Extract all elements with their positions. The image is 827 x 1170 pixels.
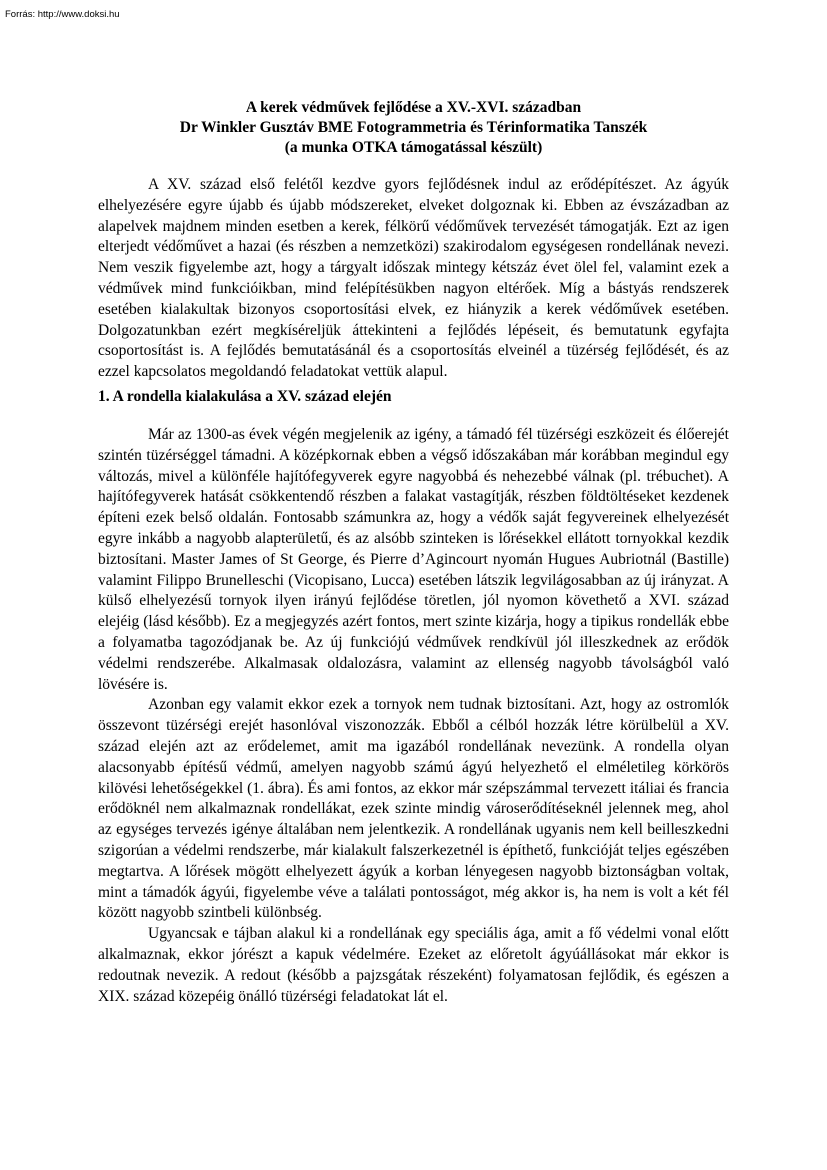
section-body [98,425,729,1007]
intro-paragraph: A XV. század első felétől kezdve gyors fejlődésnek indul az erődépítészet. Az ágyúk elhelyezésére egyre újabb és újabb módszereket, elveket dolgoznak ki. Ebben az évszázadban az alapelvek majdnem minden esetben a kerek, félkörű védőművek tervezését támogatják. Ezt az igen elterjedt védőművet a hazai (és részben a nemzetközi) szakirodalom egységesen rondellának nevezi. Nem veszik figyelembe azt, hogy a tárgyalt időszak mintegy kétszáz évet ölel fel, valamint ezek a védművek mind funkcióikban, mind felépítésükben nagyon eltérőek. Míg a bástyás rendszerek esetében kialakultak bizonyos csoportosítási elvek, ez hiányzik a kerek védőművek esetében. Dolgozatunkban ezért megkíséreljük áttekinteni a fejlődés lépéseit, és bemutatunk egyfajta csoportosítást is. A fejlődés bemutatásánál és a csoportosítás elveinél a tüzérség fejlődését, és az ezzel kapcsolatos megoldandó feladatokat vettük alapul. [98,176,729,381]
title-block [98,98,729,158]
document-title: A kerek védművek fejlődése a XV.-XVI. században [245,99,582,116]
document-funding-note: (a munka OTKA támogatással készült) [284,139,543,156]
section-paragraph-2: Azonban egy valamit ekkor ezek a tornyok nem tudnak biztosítani. Azt, hogy az ostromlók összevont tüzérségi erejét hasonlóval viszonozzák. Ebből a célból hozzák létre körülbelül a XV. század elején azt az erődelemet, amit ma igazából rondellának nevezünk. A rondella olyan alacsonyabb építésű védmű, amelyen nagyobb számú ágyú helyezhető el elméletileg körkörös kilövési lehetőségekkel (1. ábra). És ami fontos, az ekkor már szépszámmal tervezett itáliai és francia erődöknél nem alkalmaznak rondellákat, ezek szinte mindig városerődítéseknél jelennek meg, ahol az egységes tervezés igénye általában nem jelentkezik. A rondellának ugyanis nem kell beilleszkedni szigorúan a védelmi rendszerbe, már kialakult falszerkezetnél is építhető, funkcióját teljes egészében megtartva. A lőrések mögött elhelyezett ágyúk a korban lényegesen nagyobb biztonságban voltak, mint a támadók ágyúi, figyelembe véve a találati pontosságot, még akkor is, ha nem is volt a két fél között nagyobb szintbeli különbség. [98,696,729,922]
section-heading: 1. A rondella kialakulása a XV. század elején [98,388,392,405]
document-author: Dr Winkler Gusztáv BME Fotogrammetria és Térinformatika Tanszék [179,119,648,136]
section-paragraph-1: Már az 1300-as évek végén megjelenik az igény, a támadó fél tüzérségi eszközeit és élőerejét szintén tüzérséggel támadni. A középkornak ebben a végső időszakában már korábban megindul egy változás, mivel a különféle hajítófegyverek egyre nagyobbá és nehezebbé válnak (pl. trébuchet). A hajítófegyverek hatását csökkentendő részben a falakat vastagítják, részben földtöltéseket kezdenek építeni ezek belső oldalán. Fontosabb számunkra az, hogy a védők saját fegyvereinek elhelyezését egyre inkább a nagyobb alapterületű, és az alsóbb szinteken is lőrésekkel ellátott tornyokkal kezdik biztosítani. Master James of St George, és Pierre d’Agincourt nyomán Hugues Aubriotnál (Bastille) valamint Filippo Brunelleschi (Vicopisano, Lucca) esetében látszik legvilágosabban az új irányzat. A külső elhelyezésű tornyok ilyen irányú fejlődése töretlen, jól nyomon követhető a XVI. század elejéig (lásd később). Ez a megjegyzés azért fontos, mert szinte kizárja, hogy a tipikus rondellák ebbe a folyamatba tagozódjanak be. Az új funkciójú védművek rendkívül jól illeszkednek az erődök védelmi rendszerébe. Alkalmasak oldalozásra, valamint az ellenség nagyobb távolságból való lövésére is. [98,426,729,693]
source-note: Forrás: http://www.doksi.hu [5,9,120,20]
section-paragraph-3: Ugyancsak e tájban alakul ki a rondellának egy speciális ága, amit a fő védelmi vonal előtt alkalmaznak, ekkor jórészt a kapuk védelmére. Ezeket az előretolt ágyúállásokat már ekkor is redoutnak nevezik. A redout (később a pajzsgátak részeként) folyamatosan fejlődik, és egészen a XIX. század közepéig önálló tüzérségi feladatokat lát el. [98,925,729,1005]
